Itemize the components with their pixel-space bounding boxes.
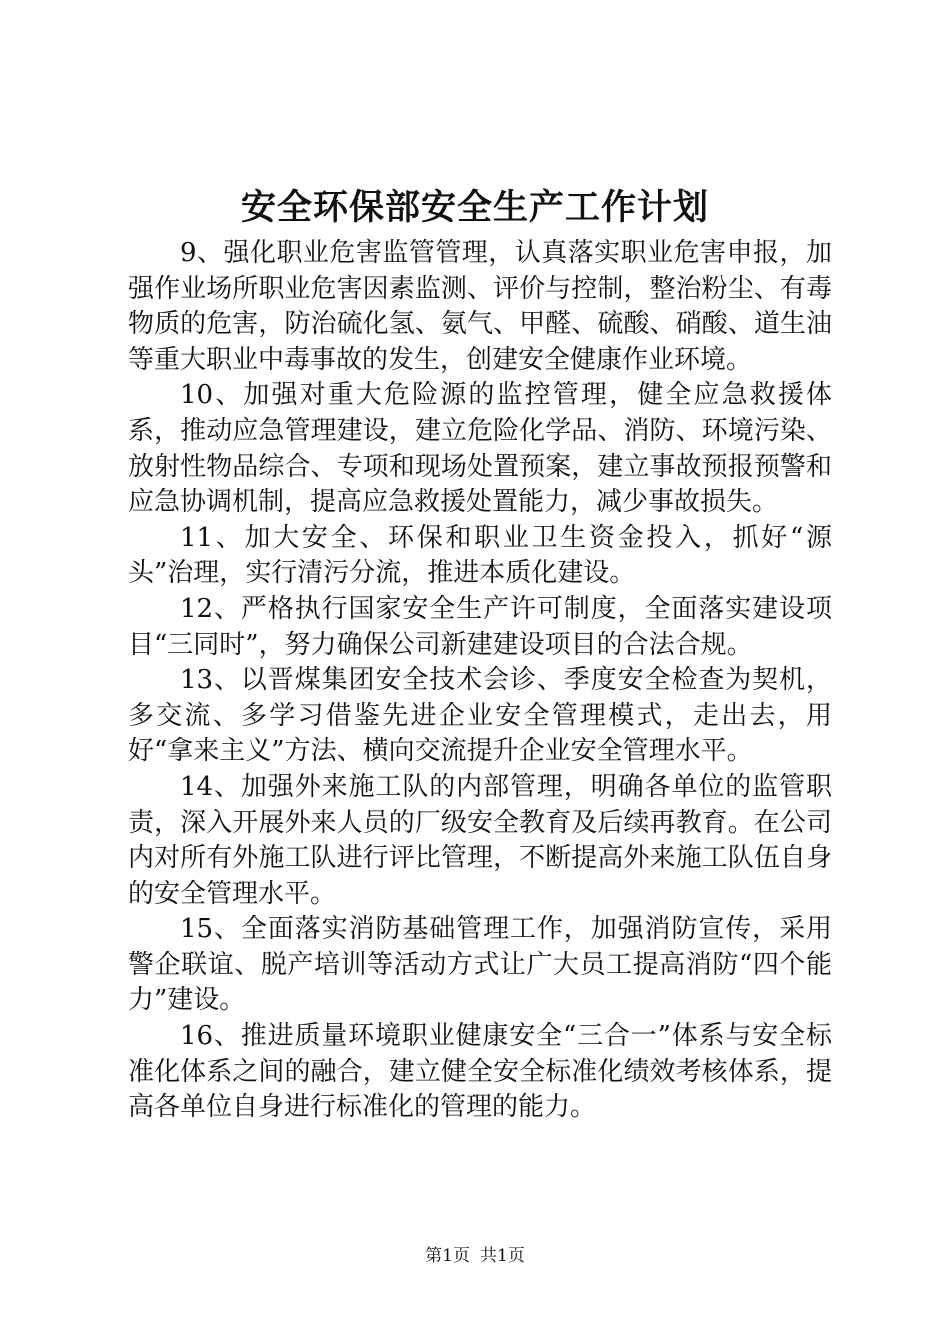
document-title: 安全环保部安全生产工作计划 xyxy=(240,187,709,228)
paragraph-item-16: 16、推进质量环境职业健康安全“三合一”体系与安全标准化体系之间的融合，建立健全安全标准化绩效考核体系，提高各单位自身进行标准化的管理的能力。 xyxy=(128,1021,832,1123)
page-number-current: 第1页 xyxy=(425,1246,470,1266)
paragraph-item-11: 11、加大安全、环保和职业卫生资金投入，抓好“源头”治理，实行清污分流，推进本质化建设。 xyxy=(128,522,832,589)
paragraph-item-9: 9、强化职业危害监管管理，认真落实职业危害申报，加强作业场所职业危害因素监测、评价与控制，整治粉尘、有毒物质的危害，防治硫化氢、氨气、甲醛、硫酸、硝酸、道生油等重大职业中毒事故的发生，创建安全健康作业环境。 xyxy=(128,238,832,375)
paragraph-item-12: 12、严格执行国家安全生产许可制度，全面落实建设项目“三同时”，努力确保公司新建建设项目的合法合规。 xyxy=(128,593,832,660)
paragraph-item-13: 13、以晋煤集团安全技术会诊、季度安全检查为契机，多交流、多学习借鉴先进企业安全管理模式，走出去，用好“拿来主义”方法、横向交流提升企业安全管理水平。 xyxy=(128,665,832,767)
page-number-total: 共1页 xyxy=(480,1246,525,1266)
paragraph-item-14: 14、加强外来施工队的内部管理，明确各单位的监管职责，深入开展外来人员的厂级安全教育及后续再教育。在公司内对所有外施工队进行评比管理，不断提高外来施工队伍自身的安全管理水平。 xyxy=(128,771,832,909)
page-footer xyxy=(0,1244,950,1268)
paragraph-item-10: 10、加强对重大危险源的监控管理，健全应急救援体系，推动应急管理建设，建立危险化学品、消防、环境污染、放射性物品综合、专项和现场处置预案，建立事故预报预警和应急协调机制，提高应急救援处置能力，减少事故损失。 xyxy=(128,380,832,518)
document-body xyxy=(128,236,832,1126)
paragraph-item-15: 15、全面落实消防基础管理工作，加强消防宣传，采用警企联谊、脱产培训等活动方式让广大员工提高消防“四个能力”建设。 xyxy=(128,914,832,1016)
